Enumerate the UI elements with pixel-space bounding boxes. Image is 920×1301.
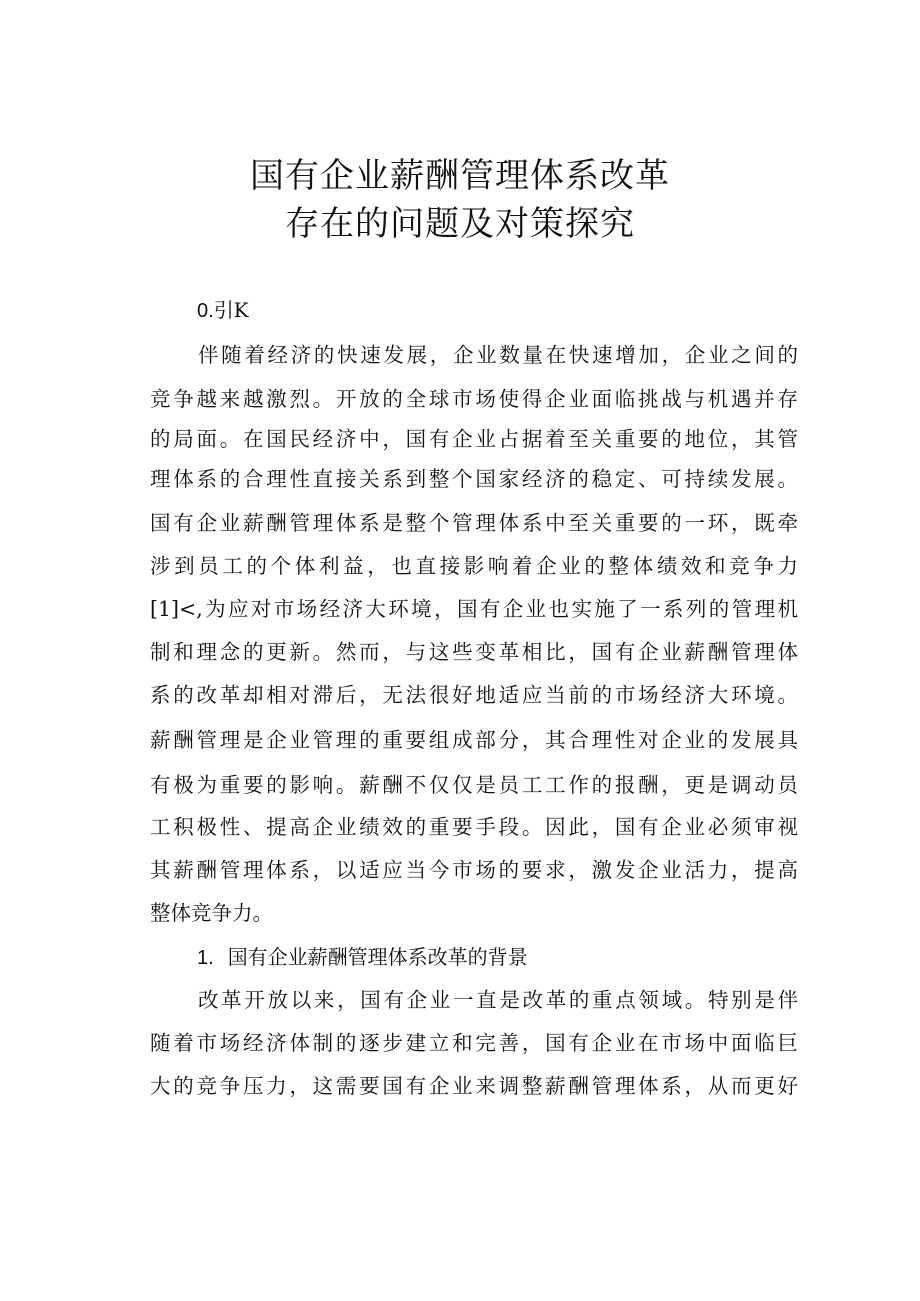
paragraph-line: 的局面。在国民经济中，国有企业占据着至关重要的地位，其管	[150, 427, 798, 451]
paragraph-line: 涉到员工的个体利益，也直接影响着企业的整体绩效和竞争力	[150, 554, 798, 578]
paragraph-line: 有极为重要的影响。薪酬不仅仅是员工工作的报酬，更是调动员	[150, 773, 798, 797]
section-heading-text: 国有企业薪酬管理体系改革的背景	[227, 945, 528, 969]
section-heading-background	[197, 942, 528, 973]
paragraph-line: 理体系的合理性直接关系到整个国家经济的稳定、可持续发展。	[150, 467, 798, 491]
paragraph-line: 系的改革却相对滞后，无法很好地适应当前的市场经济大环境。	[150, 683, 798, 707]
paragraph-line: [1]<,为应对市场经济大环境，国有企业也实施了一系列的管理机	[150, 597, 798, 621]
paragraph-line: 伴随着经济的快速发展，企业数量在快速增加，企业之间的	[198, 343, 798, 367]
section-number: 1.	[197, 947, 214, 969]
document-title-line-1: 国有企业薪酬管理体系改革	[250, 156, 670, 196]
paragraph-line: 竞争越来越激烈。开放的全球市场使得企业面临挑战与机遇并存	[150, 387, 798, 411]
paragraph-line: 改革开放以来，国有企业一直是改革的重点领域。特别是伴	[198, 988, 798, 1012]
document-title-line-2: 存在的问题及对策探究	[285, 204, 635, 244]
paragraph-line: 制和理念的更新。然而，与这些变革相比，国有企业薪酬管理体	[150, 640, 798, 664]
paragraph-line: 大的竞争压力，这需要国有企业来调整薪酬管理体系，从而更好	[150, 1074, 798, 1098]
paragraph-line: 工积极性、提高企业绩效的重要手段。因此，国有企业必须审视	[150, 815, 798, 839]
paragraph-line: 薪酬管理是企业管理的重要组成部分，其合理性对企业的发展具	[150, 728, 798, 752]
paragraph-line: 随着市场经济体制的逐步建立和完善，国有企业在市场中面临巨	[150, 1031, 798, 1055]
section-number: 0.	[197, 300, 214, 322]
section-heading-text: 引K	[213, 298, 249, 322]
paragraph-line: 其薪酬管理体系，以适应当今市场的要求，激发企业活力，提高	[150, 858, 798, 882]
section-heading-intro	[197, 295, 249, 326]
paragraph-line: 整体竞争力。	[150, 901, 273, 925]
paragraph-line: 国有企业薪酬管理体系是整个管理体系中至关重要的一环，既牵	[150, 511, 798, 535]
